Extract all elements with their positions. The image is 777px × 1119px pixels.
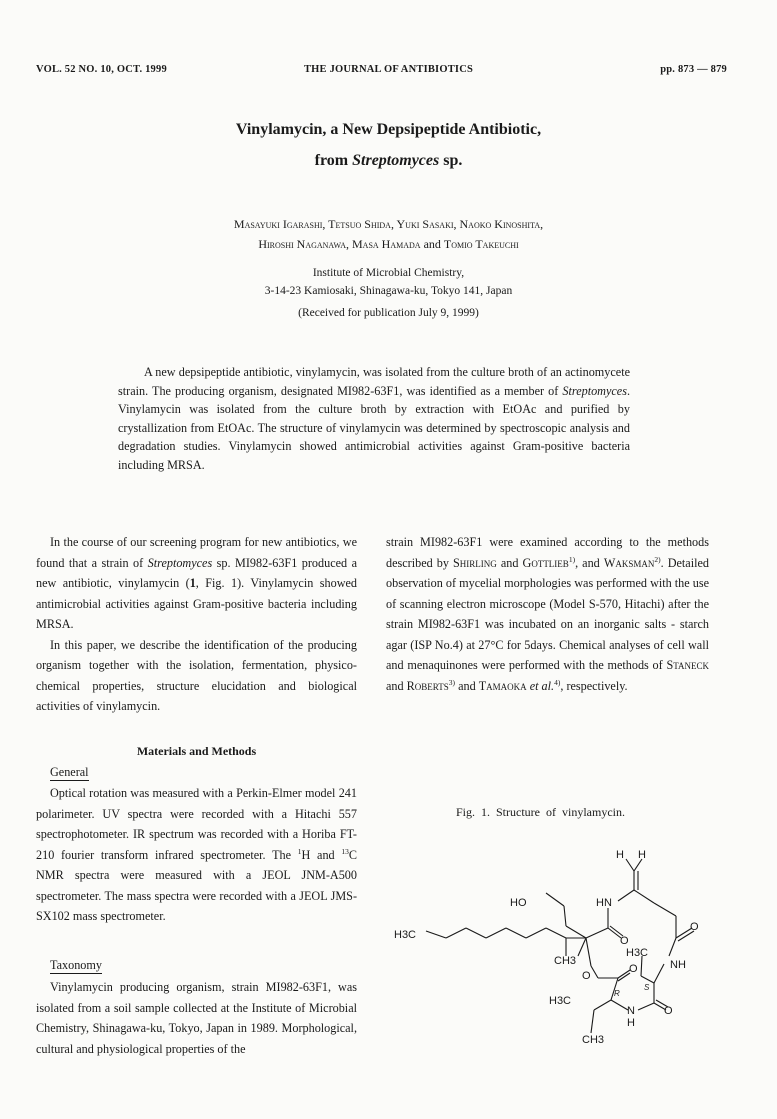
abstract: A new depsipeptide antibiotic, vinylamycin, was isolated from the culture broth of an actinomycete strain. The producing organism, designated MI982-63F1, was identified as a member of Streptomyces. Vinylamycin was isolated from the culture broth by extraction with EtOAc and purified by crystallization from EtOAc. The structure of vinylamycin was determined by spectroscopic analysis and degradation studies. Vinylamycin showed antimicrobial activities against Gram-positive bacteria including MRSA. [118,365,630,472]
author-line-1: Masayuki Igarashi, Tetsuo Shida, Yuki Sasaki, Naoko Kinoshita, [233,217,544,231]
atom-amide-nh-1: HN [596,897,612,909]
atom-methyl-ring: H3C [626,947,649,959]
atom-ester-o: O [582,970,591,982]
atom-carbonyl-o-1: O [620,935,629,947]
atom-carbonyl-o-3: O [664,1005,673,1017]
right-column-paragraph: strain MI982-63F1 were examined according to the methods described by Shirling and Gottlieb$^{1)}$, and Waksman$^{2)}$. Detailed observation of mycelial morphologies was performed with the use of scanning electron microscope (Model S-570, Hitachi) after the strain MI982-63F1 was incubated on an inorganic salts - starch agar (ISP No.4) at 27°C for 5days. Chemical analyses of cell wall and menaquinones were performed with the methods of Staneck and Roberts$^{3)}$ and Tamaoka et al.$^{4)}$, respectively. [386,535,709,693]
header-pages: pp. 873 — 879 [660,64,727,75]
article-title-line2: from Streptomyces sp. [314,152,463,169]
atom-methyl-isopropyl: H3C [549,995,572,1007]
atom-amide-n: N [627,1005,635,1017]
figure-caption: Fig. 1. Structure of vinylamycin. [456,805,625,819]
author-line-2: Hiroshi Naganawa, Masa Hamada and Tomio Takeuchi [258,237,519,251]
vinylamycin-structure [386,838,716,1078]
header-volume: VOL. 52 NO. 10, OCT. 1999 [36,64,167,75]
atom-h-2: H [638,849,646,861]
section-heading-methods: Materials and Methods [136,744,257,758]
atom-amide-nh-2: NH [670,959,686,971]
affiliation [0,264,777,300]
right-column-text [386,532,709,696]
intro-paragraph-2: In this paper, we describe the identification of the producing organism together with the isolation, fermentation, physico-chemical properties, structure elucidation and biological activities of vinylamycin. [36,637,357,713]
atom-methyl-branch: CH3 [554,955,577,967]
general-text: Optical rotation was measured with a Perkin-Elmer model 241 polarimeter. UV spectra were recorded with a Hitachi 557 spectrophotometer. IR spectrum was recorded with a Horiba FT-210 fourier transform infrared spectrometer. The $^1$H and $^{13}$C NMR spectra were measured with a JEOL JNM-A500 spectrometer. The mass spectra were recorded with a JEOL JMS-SX102 mass spectrometer. [36,786,357,923]
affiliation-line-2: 3-14-23 Kamiosaki, Shinagawa-ku, Tokyo 141, Japan [264,285,513,297]
header-journal: THE JOURNAL OF ANTIBIOTICS [303,64,474,75]
atom-methyl-chain-end: H3C [394,929,417,941]
atom-ester-carbonyl-o: O [629,963,638,975]
intro-paragraph-1: In the course of our screening program for new antibiotics, we found that a strain of Streptomyces sp. MI982-63F1 produced a new antibiotic, vinylamycin (1, Fig. 1). Vinylamycin showed antimicrobial activities against Gram-positive bacteria including MRSA. [36,535,357,631]
stereo-r-label: R [614,989,620,998]
atom-h-1: H [616,849,624,861]
stereo-s-label: S [644,983,650,992]
atom-methyl-terminal: CH3 [582,1034,605,1046]
structure-atom-labels [394,849,699,1046]
article-title-line1: Vinylamycin, a New Depsipeptide Antibiotic, [235,121,542,138]
affiliation-line-1: Institute of Microbial Chemistry, [312,267,465,279]
received-date: (Received for publication July 9, 1999) [298,307,479,319]
subheading-general: General [50,765,89,779]
taxonomy-paragraph [36,977,357,1059]
subheading-taxonomy: Taxonomy [50,958,102,972]
atom-hydroxyl: HO [510,897,527,909]
introduction [36,532,357,717]
taxonomy-text: Vinylamycin producing organism, strain MI982-63F1, was isolated from a soil sample collected at the Institute of Microbial Chemistry, Shinagawa-ku, Tokyo, Japan in 1989. Morphological, cultural and physiological properties of the [36,980,357,1056]
general-paragraph [36,783,357,927]
atom-amide-h: H [627,1017,635,1029]
author-list [0,214,777,254]
atom-carbonyl-o-2: O [690,921,699,933]
